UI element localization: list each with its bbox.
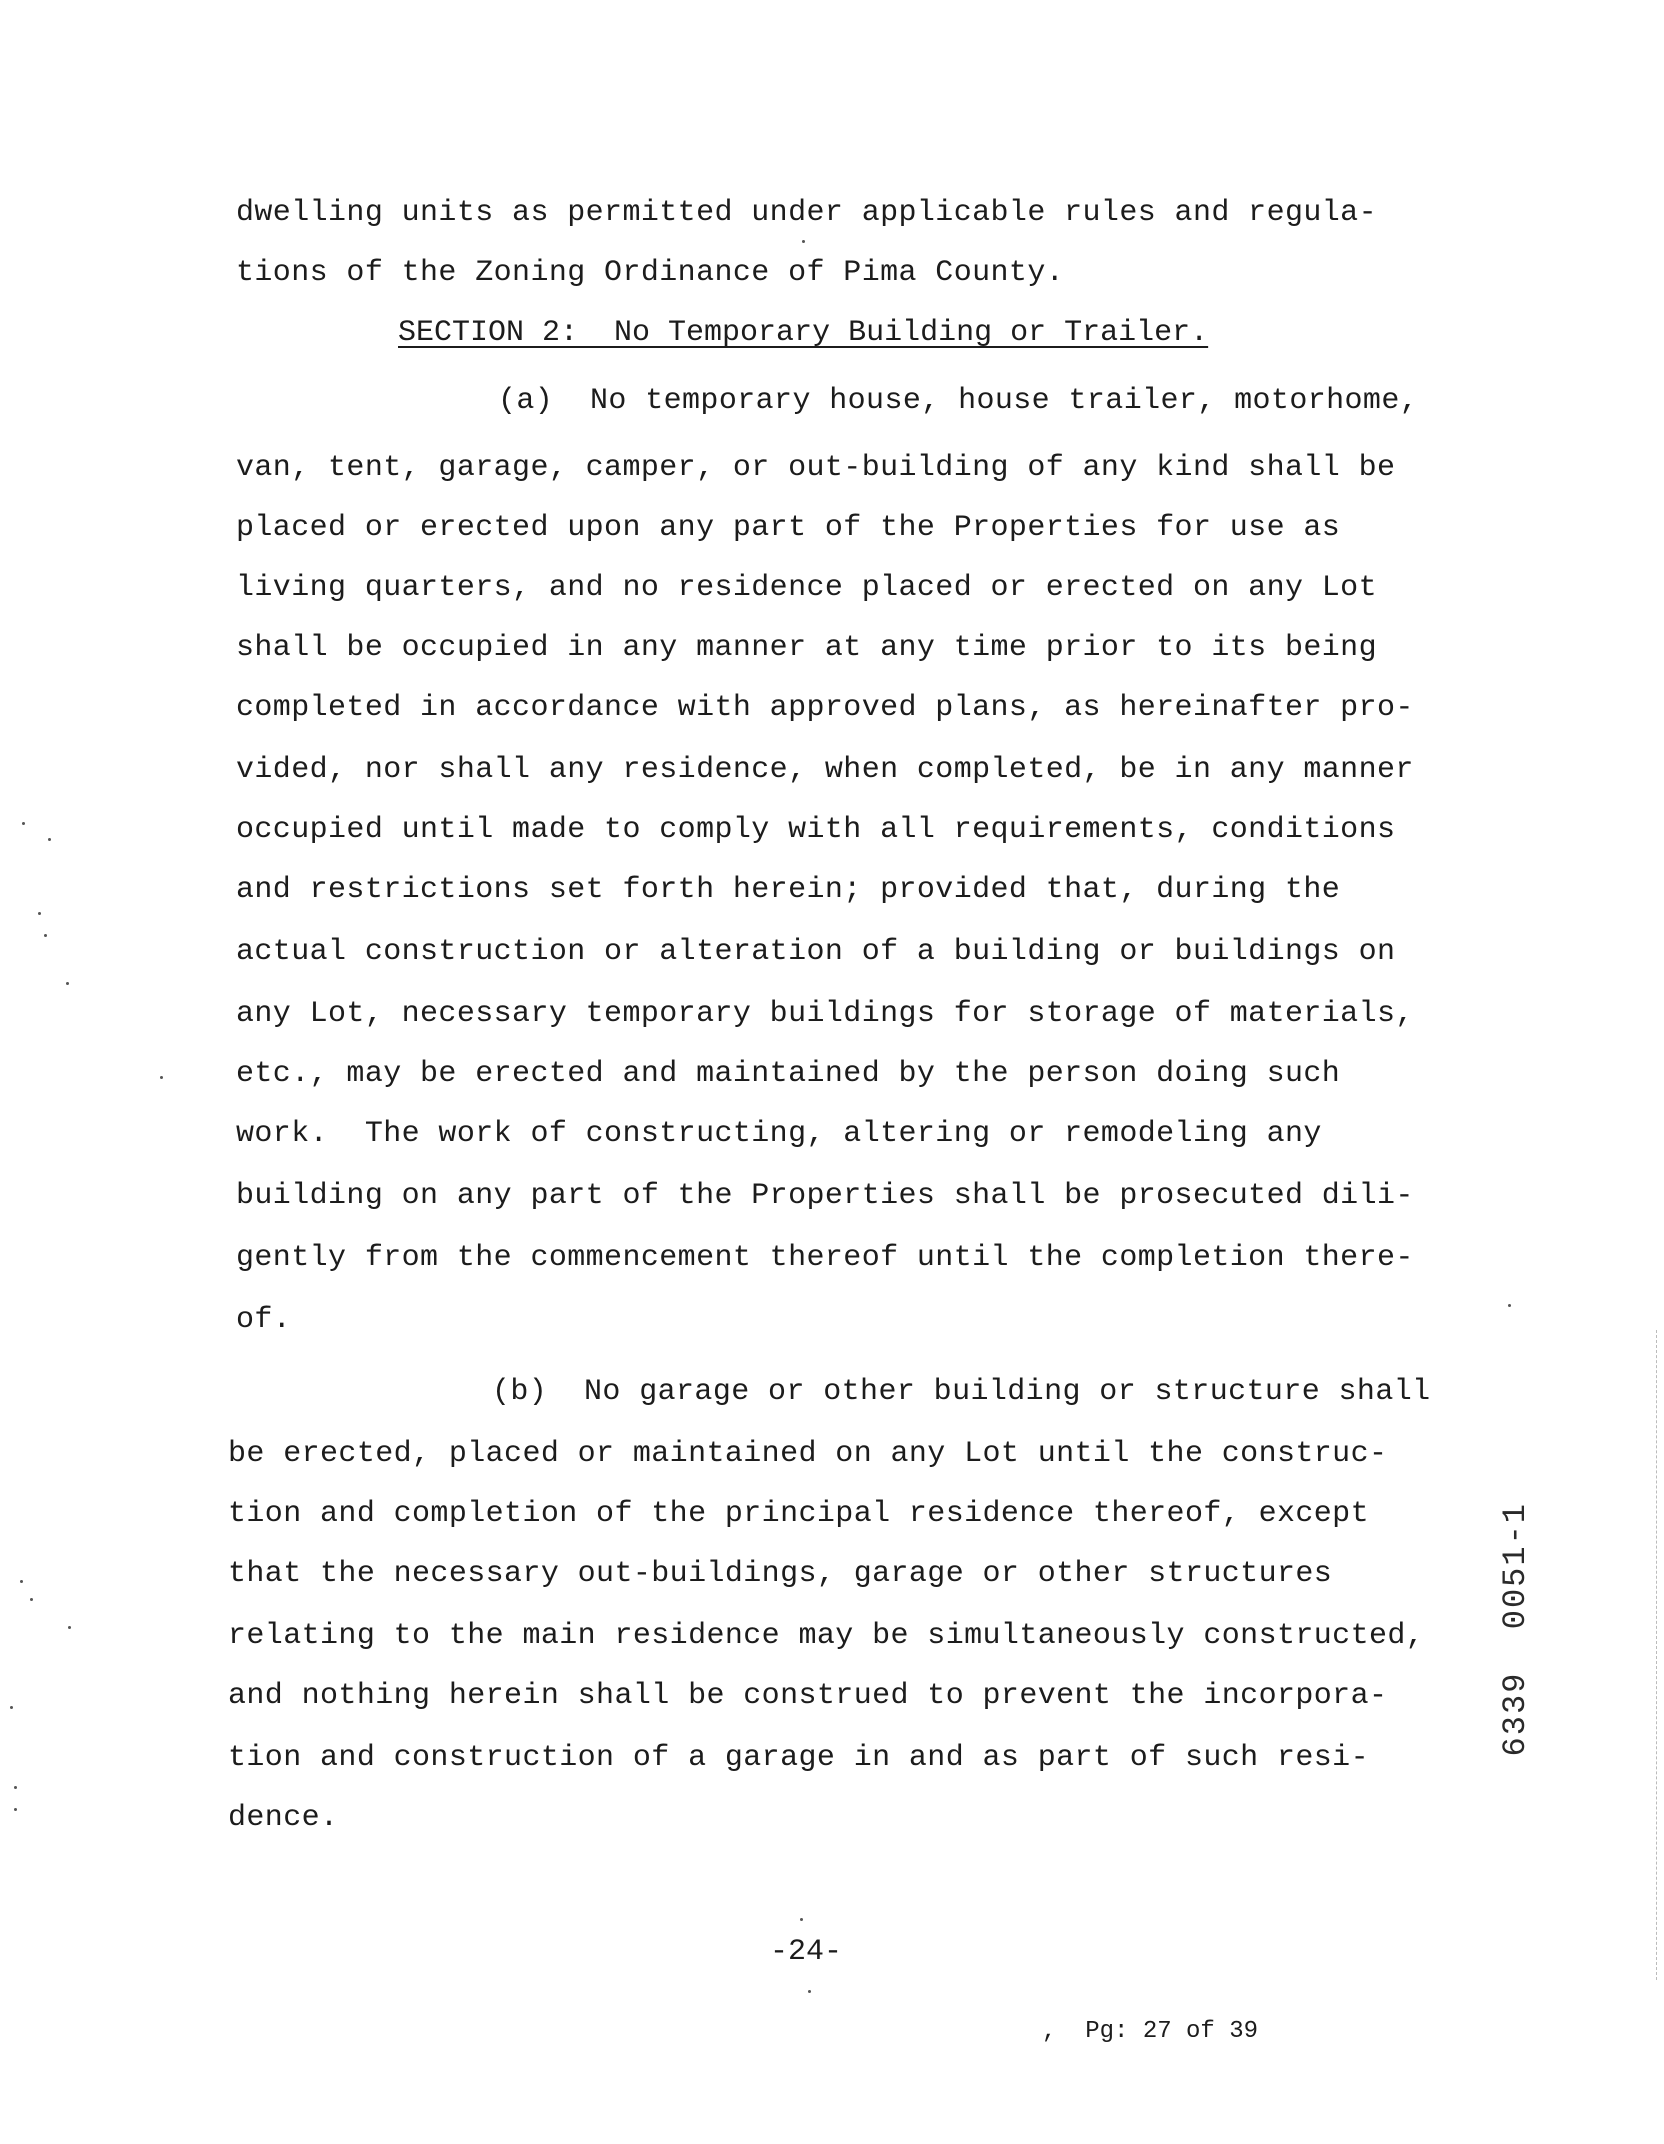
section-heading: SECTION 2: No Temporary Building or Trailer. xyxy=(398,316,1209,350)
paragraph-a-line-9: and restrictions set forth herein; provided that, during the xyxy=(236,873,1341,907)
scan-speck xyxy=(14,1786,17,1789)
scan-speck xyxy=(66,982,69,985)
scan-speck xyxy=(22,822,25,825)
paragraph-a-line-7: vided, nor shall any residence, when completed, be in any manner xyxy=(236,753,1414,787)
paragraph-a-line-11: any Lot, necessary temporary buildings for storage of materials, xyxy=(236,997,1414,1031)
scan-speck xyxy=(20,1580,23,1583)
scan-speck xyxy=(48,838,51,841)
paragraph-a-line-4: living quarters, and no residence placed or erected on any Lot xyxy=(236,571,1377,605)
paragraph-a-line-14: building on any part of the Properties shall be prosecuted dili- xyxy=(236,1179,1414,1213)
page-reference: , Pg: 27 of 39 xyxy=(1042,2018,1259,2045)
paragraph-a-line-1: (a) No temporary house, house trailer, motorhome, xyxy=(498,384,1419,418)
paragraph-a-line-8: occupied until made to comply with all requirements, conditions xyxy=(236,813,1396,847)
paragraph-b-line-5: relating to the main residence may be simultaneously constructed, xyxy=(228,1619,1425,1653)
paragraph-b-line-4: that the necessary out-buildings, garage or other structures xyxy=(228,1557,1333,1591)
paragraph-b-line-8: dence. xyxy=(228,1801,339,1835)
paragraph-b-line-1: (b) No garage or other building or structure shall xyxy=(492,1375,1431,1409)
paragraph-a-line-2: van, tent, garage, camper, or out-building of any kind shall be xyxy=(236,451,1396,485)
intro-line-2: tions of the Zoning Ordinance of Pima County. xyxy=(236,256,1065,290)
paragraph-a-line-6: completed in accordance with approved plans, as hereinafter pro- xyxy=(236,691,1414,725)
paragraph-b-line-3: tion and completion of the principal residence thereof, except xyxy=(228,1497,1369,1531)
scan-speck xyxy=(38,912,41,915)
paragraph-a-line-3: placed or erected upon any part of the Properties for use as xyxy=(236,511,1341,545)
paragraph-a-line-5: shall be occupied in any manner at any time prior to its being xyxy=(236,631,1377,665)
paragraph-a-line-12: etc., may be erected and maintained by the person doing such xyxy=(236,1057,1341,1091)
scan-speck xyxy=(160,1076,163,1079)
scan-speck xyxy=(10,1706,13,1709)
scan-speck xyxy=(30,1598,33,1601)
scan-speck xyxy=(68,1626,71,1629)
paragraph-b-line-2: be erected, placed or maintained on any Lot until the construc- xyxy=(228,1437,1388,1471)
scan-speck xyxy=(802,240,805,243)
paragraph-a-line-16: of. xyxy=(236,1303,292,1337)
page-number: -24- xyxy=(770,1935,843,1969)
scan-speck xyxy=(800,1918,803,1921)
paragraph-a-line-13: work. The work of constructing, altering or remodeling any xyxy=(236,1117,1322,1151)
scan-speck xyxy=(44,934,47,937)
paragraph-b-line-7: tion and construction of a garage in and as part of such resi- xyxy=(228,1741,1369,1775)
paragraph-a-line-15: gently from the commencement thereof until the completion there- xyxy=(236,1241,1414,1275)
margin-stamp: 6339 0051-1 xyxy=(1497,1502,1534,1757)
paragraph-a-line-10: actual construction or alteration of a building or buildings on xyxy=(236,935,1396,969)
paragraph-b-line-6: and nothing herein shall be construed to prevent the incorpora- xyxy=(228,1679,1388,1713)
scan-speck xyxy=(808,1990,811,1993)
scan-edge-line xyxy=(1656,1330,1658,1980)
scan-speck xyxy=(1508,1304,1511,1307)
scan-speck xyxy=(14,1808,17,1811)
intro-line-1: dwelling units as permitted under applicable rules and regula- xyxy=(236,196,1377,230)
